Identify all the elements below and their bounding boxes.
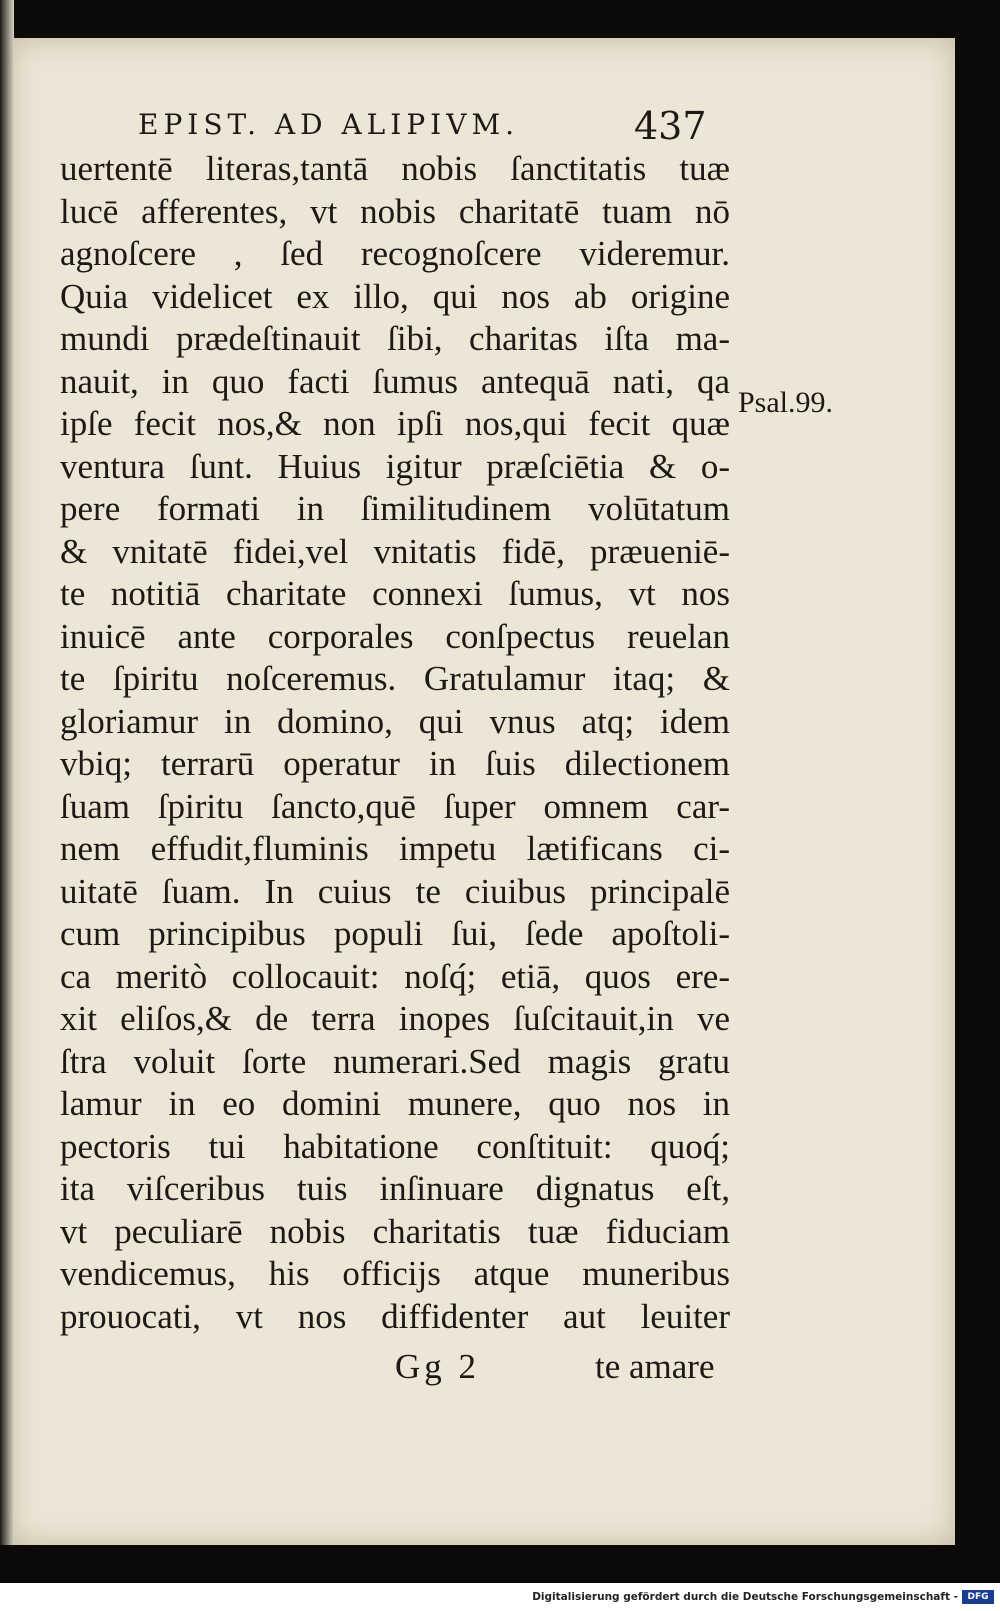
text-line: prouocati, vt nos diffidenter aut leuiter [60, 1296, 730, 1336]
text-line: ipſe fecit nos,& non ipſi nos,qui fecit quæ [60, 404, 730, 443]
text-line: ventura ſunt. Huius igitur præſciētia & o- [60, 446, 730, 486]
catchword: te amare [595, 1347, 715, 1386]
text-line: vbiq; terrarū operatur in ſuis dilectionem [60, 744, 730, 783]
text-line: agnoſcere , ſed recognoſcere videremur. [60, 234, 730, 273]
text-line: lucē afferentes, vt nobis charitatē tuam nō [60, 191, 730, 231]
text-line: vendicemus, his officijs atque muneribus [60, 1254, 730, 1293]
page-number: 437 [634, 104, 707, 148]
text-line: inuicē ante corporales conſpectus reuelan [60, 616, 730, 656]
text-line: mundi prædeſtinauit ſibi, charitas iſta ma- [60, 319, 730, 358]
footer-credit: Digitalisierung gefördert durch die Deutsche Forschungsgemeinschaft - [532, 1591, 958, 1603]
text-line: xit eliſos,& de terra inopes ſuſcitauit,in ve [60, 999, 730, 1038]
text-line: Quia videlicet ex illo, qui nos ab origine [60, 276, 730, 316]
text-line: nauit, in quo facti ſumus antequā nati, qa [60, 361, 730, 401]
text-line: ſuam ſpiritu ſancto,quē ſuper omnem car- [60, 786, 730, 826]
text-line: pere formati in ſimilitudinem volūtatum [60, 489, 730, 528]
text-line: vt peculiarē nobis charitatis tuæ fiduciam [60, 1211, 730, 1251]
text-line: uitatē ſuam. In cuius te ciuibus principalē [60, 871, 730, 911]
text-line: ſtra voluit ſorte numerari.Sed magis gratu [60, 1041, 730, 1081]
body-text [60, 148, 730, 1338]
text-line: nem effudit,fluminis impetu lætificans ci- [60, 829, 730, 868]
text-line: te notitiā charitate connexi ſumus, vt nos [60, 574, 730, 613]
page-gutter-edge [0, 0, 14, 1545]
text-line: cum principibus populi ſui, ſede apoſtoli- [60, 914, 730, 953]
text-line: te ſpiritu noſceremus. Gratulamur itaq; & [60, 659, 730, 698]
dfg-logo-icon[interactable]: DFG [962, 1590, 994, 1604]
text-line: gloriamur in domino, qui vnus atq; idem [60, 701, 730, 741]
text-line: uertentē literas,tantā nobis ſanctitatis tuæ [60, 149, 730, 188]
text-line: & vnitatē fidei,vel vnitatis fidē, præueniē- [60, 531, 730, 571]
marginal-note: Psal.99. [738, 386, 834, 419]
running-head: EPIST. AD ALIPIVM. [138, 108, 520, 141]
text-line: pectoris tui habitatione conſtituit: quoq́; [60, 1126, 730, 1166]
text-line: ca meritò collocauit: noſq́; etiā, quos ere- [60, 956, 730, 996]
text-line: ita viſceribus tuis inſinuare dignatus eſt, [60, 1169, 730, 1208]
signature-mark: Gg 2 [395, 1347, 481, 1386]
text-line: lamur in eo domini munere, quo nos in [60, 1084, 730, 1123]
footer-bar [0, 1583, 1000, 1611]
